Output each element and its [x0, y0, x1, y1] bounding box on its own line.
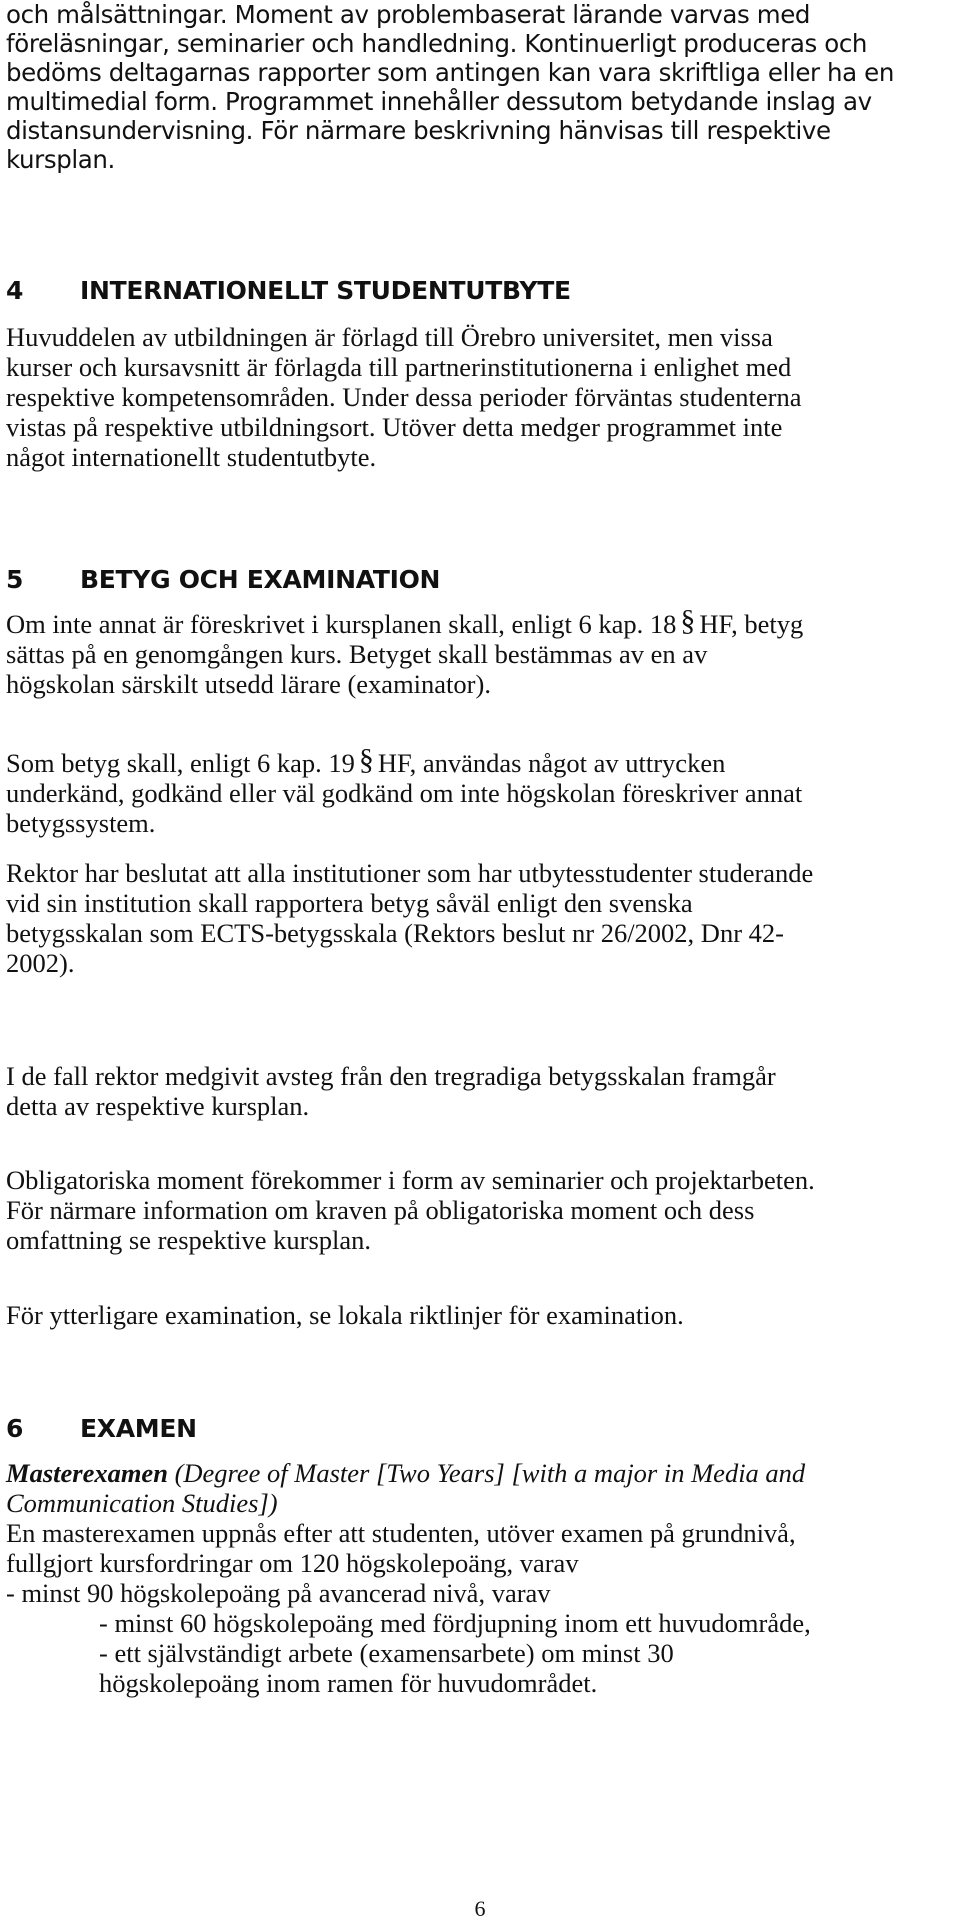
text-line: - minst 90 högskolepoäng på avancerad nivå, varav [6, 1578, 551, 1608]
text-fragment: Som betyg skall, enligt 6 kap. 19 [6, 748, 355, 778]
text-line: betygsskalan som ECTS-betygsskala (Rektors beslut nr 26/2002, Dnr 42- [6, 918, 784, 948]
section-heading-6 [6, 1414, 197, 1444]
text-line: Rektor har beslutat att alla institutioner som har utbytesstudenter studerande [6, 858, 814, 888]
section-4-paragraph [6, 322, 950, 472]
text-line: sättas på en genomgången kurs. Betyget skall bestämmas av en av [6, 639, 708, 669]
text-line: högskolan särskilt utsedd lärare (examinator). [6, 669, 491, 699]
text-line: distansundervisning. För närmare beskrivning hänvisas till respektive [6, 116, 831, 145]
section-number: 4 [6, 276, 24, 305]
text-line [6, 604, 950, 639]
section-title: EXAMEN [80, 1414, 197, 1443]
degree-title [6, 1458, 950, 1698]
text-line: kurser och kursavsnitt är förlagda till partnerinstitutionerna i enlighet med [6, 352, 792, 382]
text-line: fullgjort kursfordringar om 120 högskolepoäng, varav [6, 1548, 579, 1578]
text-line: Communication Studies]) [6, 1488, 278, 1518]
section-sign: § [680, 604, 696, 637]
grading-paragraph-4 [6, 1061, 950, 1121]
text-line: - ett självständigt arbete (examensarbete) om minst 30 [99, 1638, 674, 1668]
text-line: En masterexamen uppnås efter att studenten, utöver examen på grundnivå, [6, 1518, 796, 1548]
section-heading-5 [6, 565, 440, 595]
section-title: BETYG OCH EXAMINATION [80, 565, 441, 594]
text-line: detta av respektive kursplan. [6, 1091, 310, 1121]
text-line: vistas på respektive utbildningsort. Utöver detta medger programmet inte [6, 412, 783, 442]
text-line: underkänd, godkänd eller väl godkänd om inte högskolan föreskriver annat [6, 778, 803, 808]
section-sign: § [358, 743, 374, 776]
text-line: Huvuddelen av utbildningen är förlagd till Örebro universitet, men vissa [6, 322, 773, 352]
text-line: Obligatoriska moment förekommer i form av seminarier och projektarbeten. [6, 1165, 815, 1195]
text-line: kursplan. [6, 145, 115, 174]
text-line: bedöms deltagarnas rapporter som antingen kan vara skriftliga eller ha en [6, 58, 894, 87]
text-fragment: HF, användas något av uttrycken [377, 748, 726, 778]
text-line: - minst 60 högskolepoäng med fördjupning inom ett huvudområde, [99, 1608, 811, 1638]
text-line: och målsättningar. Moment av problembaserat lärande varvas med [6, 0, 811, 29]
grading-paragraph-3 [6, 858, 950, 978]
degree-english-name: (Degree of Master [Two Years] [with a major in Media and [174, 1458, 806, 1488]
text-line: omfattning se respektive kursplan. [6, 1225, 372, 1255]
text-line [6, 1458, 950, 1488]
section-heading-4 [6, 276, 571, 306]
text-fragment: HF, betyg [699, 609, 804, 639]
section-title: INTERNATIONELLT STUDENTUTBYTE [80, 276, 571, 305]
text-line: 2002). [6, 948, 75, 978]
text-line: respektive kompetensområden. Under dessa perioder förväntas studenterna [6, 382, 802, 412]
text-line: betygssystem. [6, 808, 156, 838]
intro-paragraph [6, 0, 950, 174]
section-number: 6 [6, 1414, 24, 1443]
text-fragment: Om inte annat är föreskrivet i kursplanen skall, enligt 6 kap. 18 [6, 609, 677, 639]
text-line: I de fall rektor medgivit avsteg från den tregradiga betygsskalan framgår [6, 1061, 776, 1091]
grading-paragraph-2 [6, 743, 950, 838]
text-line: För närmare information om kraven på obligatoriska moment och dess [6, 1195, 755, 1225]
text-line: något internationellt studentutbyte. [6, 442, 377, 472]
degree-name: Masterexamen [6, 1458, 168, 1488]
text-line: multimedial form. Programmet innehåller dessutom betydande inslag av [6, 87, 872, 116]
section-number: 5 [6, 565, 24, 594]
text-line: föreläsningar, seminarier och handledning. Kontinuerligt produceras och [6, 29, 868, 58]
text-line: vid sin institution skall rapportera betyg såväl enligt den svenska [6, 888, 693, 918]
text-line: högskolepoäng inom ramen för huvudområdet. [99, 1668, 598, 1698]
text-line: För ytterligare examination, se lokala riktlinjer för examination. [6, 1300, 684, 1330]
text-line [6, 743, 950, 778]
grading-paragraph-6 [6, 1300, 950, 1330]
grading-paragraph-5 [6, 1165, 950, 1255]
page-number: 6 [474, 1896, 486, 1921]
grading-paragraph-1 [6, 604, 950, 699]
